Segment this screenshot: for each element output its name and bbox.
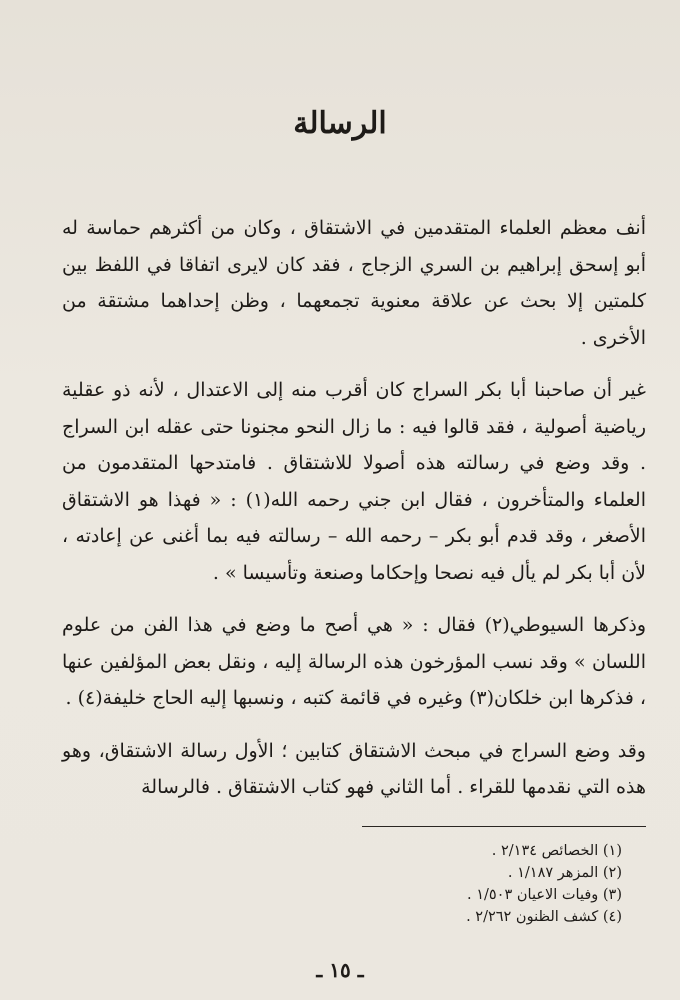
paragraph-3: وذكرها السيوطي(٢) فقال : « هي أصح ما وضع في هذا الفن من علوم اللسان » وقد نسب المؤرخون هذه الرسالة إليه ، ونقل بعض المؤلفين عنها ، فذكرها ابن خلكان(٣) وغيره في قائمة كتبه ، ونسبها إليه الحاج خليفة(٤) . xyxy=(62,614,646,709)
body-text xyxy=(62,210,646,822)
footnote-1: (١) الخصائص ٢/١٣٤ . xyxy=(491,843,622,859)
footnotes xyxy=(322,840,622,928)
footnote-2: (٢) المزهر ١/١٨٧ . xyxy=(507,865,622,881)
page-title: الرسالة xyxy=(293,106,387,141)
paragraph-1: أنف معظم العلماء المتقدمين في الاشتقاق ، وكان من أكثرهم حماسة له أبو إسحق إبراهيم بن السري الزجاج ، فقد كان لايرى اتفاقا في اللفظ بين كلمتين إلا بحث عن علاقة معنوية تجمعهما ، وظن إحداهما مشتقة من الأخرى . xyxy=(62,217,646,349)
footnote-3: (٣) وفيات الاعيان ١/٥٠٣ . xyxy=(467,887,622,903)
footnote-divider xyxy=(362,826,646,827)
page-number: ـ ١٥ ـ xyxy=(316,958,364,982)
paragraph-2: غير أن صاحبنا أبا بكر السراج كان أقرب منه إلى الاعتدال ، لأنه ذو عقلية رياضية أصولية ، فقد قالوا فيه : ما زال النحو مجنونا حتى عقله ابن السراج . وقد وضع في رسالته هذه أصولا للاشتقاق . فامتدحها المتقدمون من العلماء والمتأخرون ، فقال ابن جني رحمه الله(١) : « فهذا هو الاشتقاق الأصغر ، وقد قدم أبو بكر – رحمه الله – رسالته فيه بما أغنى عن إعادته ، لأن أبا بكر لم يأل فيه نصحا وإحكاما وصنعة وتأسيسا » . xyxy=(62,379,646,584)
footnote-4: (٤) كشف الظنون ٢/٢٦٢ . xyxy=(466,909,622,925)
paragraph-4: وقد وضع السراج في مبحث الاشتقاق كتابين ؛ الأول رسالة الاشتقاق، وهو هذه التي نقدمها للقراء . أما الثاني فهو كتاب الاشتقاق . فالرسالة xyxy=(62,739,646,798)
